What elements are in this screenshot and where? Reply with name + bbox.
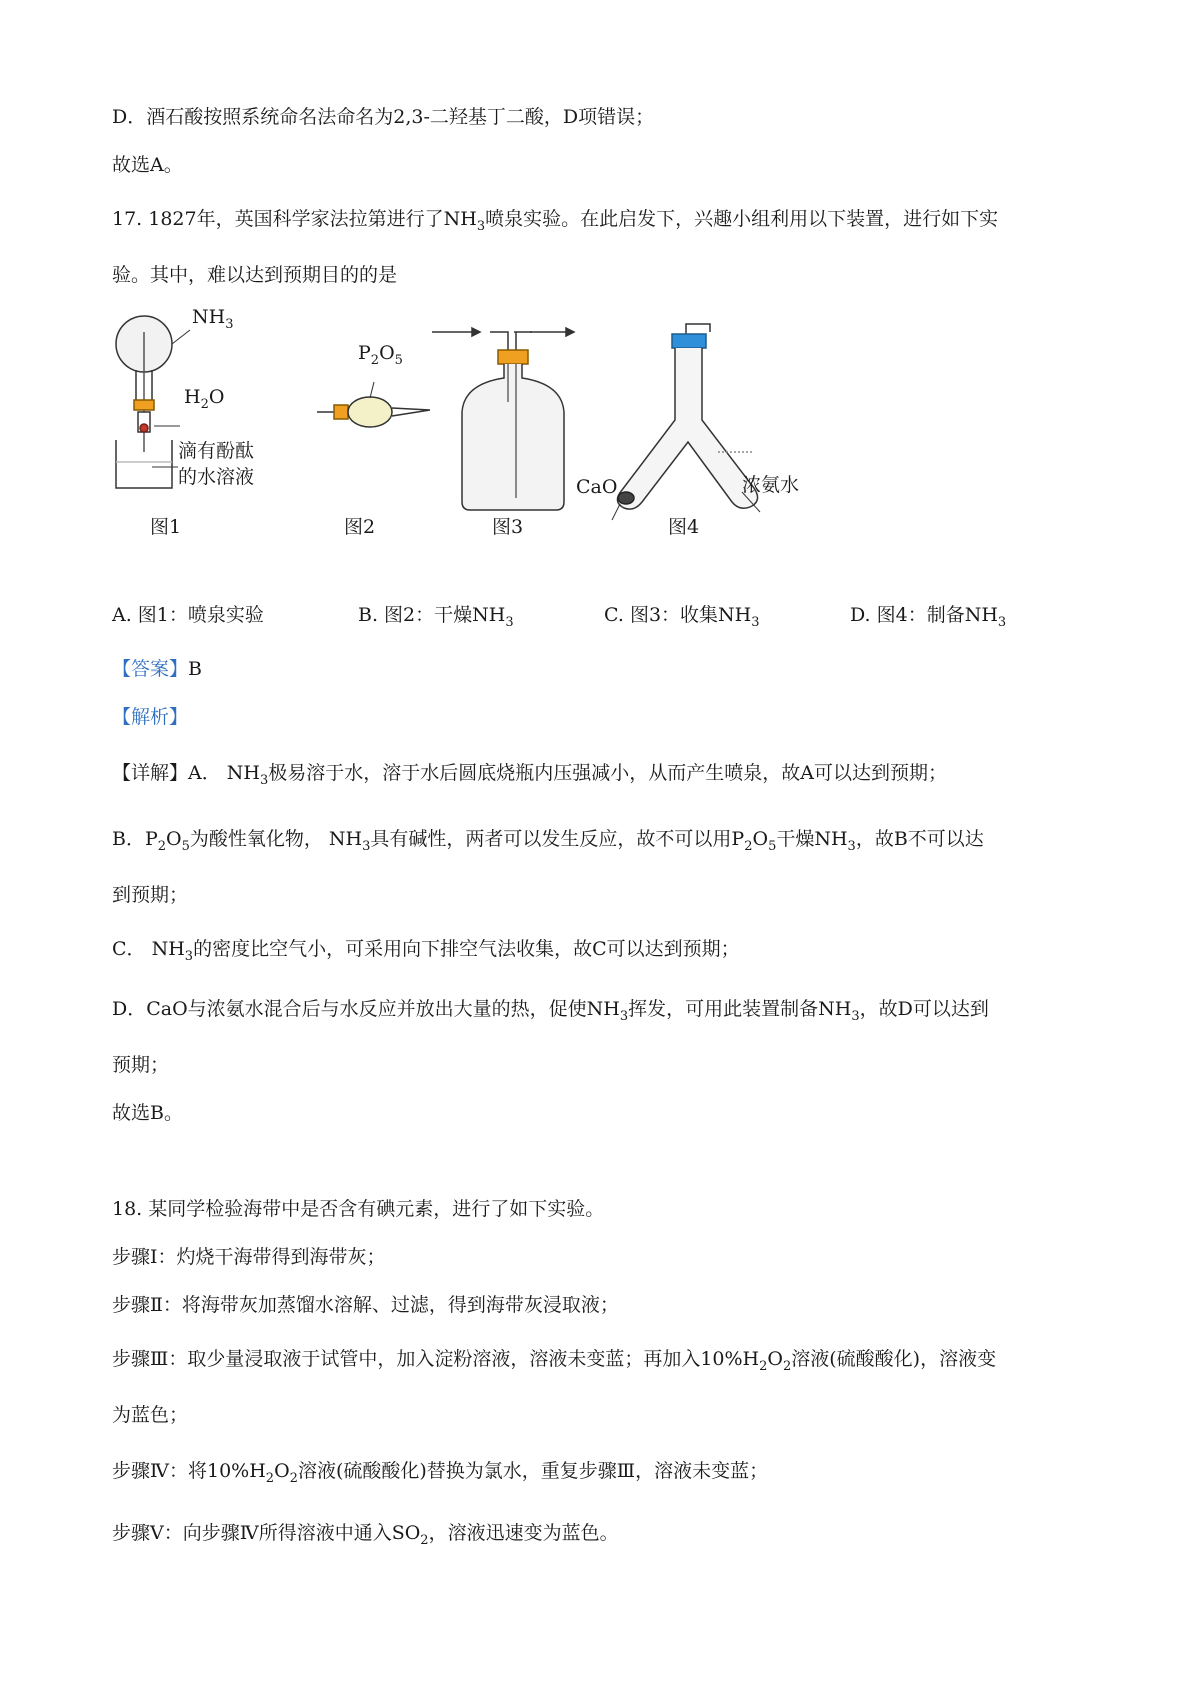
q17-detail-b-cont: 到预期； xyxy=(112,884,189,906)
q17-detail-c: C． $NH_3$的密度比空气小，可采用向下排空气法收集，故C可以达到预期； xyxy=(112,938,740,964)
fig1-liquid-label-2: 的水溶液 xyxy=(178,466,255,488)
q17-conclusion: 故选B。 xyxy=(112,1102,183,1124)
q17-stem-line1: 17. 1827年，英国科学家法拉第进行了$NH_3$喷泉实验。在此启发下，兴趣小组利用以下装置，进行如下实 xyxy=(112,208,999,234)
q18-step4: 步骤Ⅳ：将$10\%H_2O_2$溶液(硫酸酸化)替换为氯水，重复步骤Ⅲ，溶液未变蓝； xyxy=(112,1460,769,1486)
fig3-collection-bottle xyxy=(432,328,574,510)
q18-step2: 步骤Ⅱ：将海带灰加蒸馏水溶解、过滤，得到海带灰浸取液； xyxy=(112,1294,619,1316)
fig1-nh3-label: $NH_3$ xyxy=(192,306,234,332)
fig4-cao-label: CaO xyxy=(576,476,618,498)
fig1-caption: 图1 xyxy=(150,516,182,538)
q17-detail-b: B．$P_2O_5$为酸性氧化物， $NH_3$具有碱性，两者可以发生反应，故不可以用$P_2O_5$干燥$NH_3$，故B不可以达 xyxy=(112,828,984,854)
q17-detail-d: D．CaO与浓氨水混合后与水反应并放出大量的热，促使$NH_3$挥发，可用此装置制备$NH_3$，故D可以达到 xyxy=(112,998,989,1024)
prev-option-d: D．酒石酸按照系统命名法命名为2,3-二羟基丁二酸，D项错误； xyxy=(112,106,655,128)
fig4-caption: 图4 xyxy=(668,516,700,538)
q17-answer: 【答案】B xyxy=(112,658,202,680)
q18-stem: 18. 某同学检验海带中是否含有碘元素，进行了如下实验。 xyxy=(112,1198,605,1220)
q18-step3-cont: 为蓝色； xyxy=(112,1404,189,1426)
q17-stem-line2: 验。其中，难以达到预期目的的是 xyxy=(112,264,398,286)
q17-option-d: D. 图4：制备$NH_3$ xyxy=(850,604,1007,630)
answer-tag: 【答案】 xyxy=(112,658,189,680)
q18-step5: 步骤Ⅴ：向步骤Ⅳ所得溶液中通入$SO_2$，溶液迅速变为蓝色。 xyxy=(112,1522,619,1548)
prev-conclusion: 故选A。 xyxy=(112,154,183,176)
q17-option-a: A. 图1：喷泉实验 xyxy=(112,604,264,626)
q17-figures xyxy=(112,302,912,572)
q17-option-c: C. 图3：收集$NH_3$ xyxy=(604,604,760,630)
fig1-h2o-label: $H_2O$ xyxy=(184,386,225,412)
fig2-p2o5-label: $P_2O_5$ xyxy=(358,342,403,368)
fig4-y-tube xyxy=(612,324,760,520)
fig3-caption: 图3 xyxy=(492,516,524,538)
q17-detail-d-cont: 预期； xyxy=(112,1054,170,1076)
fig2-caption: 图2 xyxy=(344,516,376,538)
fig4-ammonia-label: 浓氨水 xyxy=(742,474,800,496)
q18-step3: 步骤Ⅲ：取少量浸取液于试管中，加入淀粉溶液，溶液未变蓝；再加入$10\%H_2O_2$溶液(硫酸酸化)，溶液变 xyxy=(112,1348,997,1374)
q17-option-b: B. 图2：干燥$NH_3$ xyxy=(358,604,514,630)
fig1-liquid-label-1: 滴有酚酞 xyxy=(178,440,255,462)
fig2-drying-tube xyxy=(317,382,430,427)
q17-analysis-tag: 【解析】 xyxy=(112,706,189,728)
q18-step1: 步骤Ⅰ：灼烧干海带得到海带灰； xyxy=(112,1246,386,1268)
q17-detail-a: 【详解】A． $NH_3$极易溶于水，溶于水后圆底烧瓶内压强减小，从而产生喷泉，故A可以达到预期； xyxy=(112,762,947,788)
